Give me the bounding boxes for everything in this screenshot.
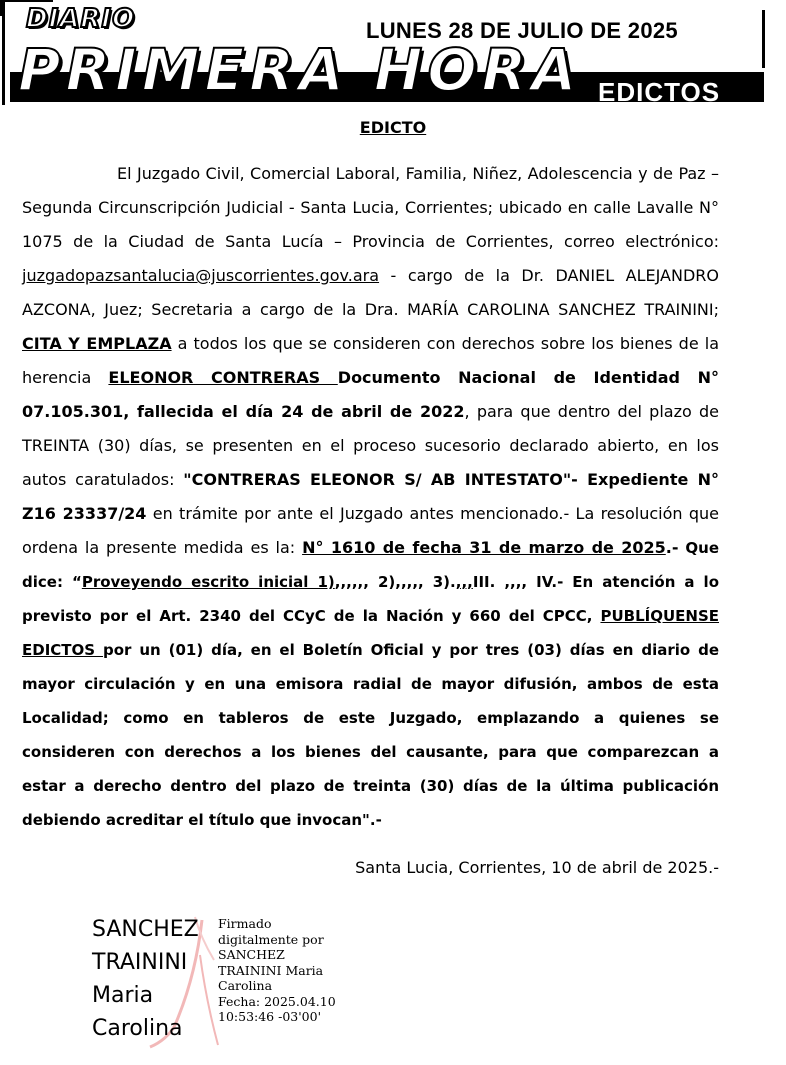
quote-items: ,,,,,, 2),,,,, 3).: [334, 573, 456, 591]
edict-text-term: , para que dentro del plazo de TREINTA (30) días, se presenten en el proceso sucesorio declarado abierto, en los autos caratulados:: [22, 402, 719, 489]
edict-body: [22, 157, 719, 837]
masthead-right-rule: [762, 10, 765, 68]
edict-text-resolution: en trámite por ante el Juzgado antes mencionado.- La resolución que ordena la presente medida es la:: [22, 504, 719, 557]
logo-diario: DIARIO: [26, 4, 136, 34]
signature-details: [218, 916, 358, 1025]
quote-intro: Que dice: “: [22, 539, 719, 591]
signer-name-line: Maria: [92, 983, 154, 1008]
deceased-name: ELEONOR CONTRERAS: [108, 368, 338, 387]
resolution-quote: [22, 539, 719, 829]
masthead-left-rule: [2, 0, 5, 105]
signer-name-line: TRAININI: [92, 950, 188, 975]
logo-primera-hora: PRIMERA HORA: [18, 36, 582, 104]
issue-date: LUNES 28 DE JULIO DE 2025: [366, 18, 678, 43]
edict-title: EDICTO: [359, 118, 427, 137]
quote-items-underlined: ,,,: [455, 573, 473, 591]
newspaper-masthead: [0, 0, 786, 105]
edict-text-court: El Juzgado Civil, Comercial Laboral, Familia, Niñez, Adolescencia y de Paz – Segunda Circunscripción Judicial - Santa Lucia, Corrientes; ubicado en calle Lavalle N° 1075 de la Ciudad de Santa Lucía – Provincia de Corrientes, correo electrónico:: [22, 164, 719, 251]
signature-detail-line: Carolina: [218, 978, 273, 993]
signer-name-line: SANCHEZ: [92, 917, 199, 942]
quote-proveyendo: Proveyendo escrito inicial 1): [81, 573, 335, 591]
publiquense-edictos: PUBLÍQUENSE EDICTOS: [22, 607, 719, 659]
deceased-id-death: Documento Nacional de Identidad N° 07.105.301, fallecida el día 24 de abril de 2022: [22, 368, 720, 421]
place-date-closing: Santa Lucia, Corrientes, 10 de abril de 2025.-: [355, 858, 719, 877]
signature-detail-line: SANCHEZ: [218, 947, 285, 962]
section-label: EDICTOS: [598, 82, 721, 102]
court-email-link[interactable]: juzgadopazsantalucia@juscorrientes.gov.ara: [22, 266, 380, 285]
cita-emplaza: CITA Y EMPLAZA: [22, 334, 172, 353]
signer-name: [92, 913, 199, 1045]
edict-text-heirs: a todos los que se consideren con derechos sobre los bienes de la herencia: [22, 334, 719, 387]
resolution-number: N° 1610 de fecha 31 de marzo de 2025: [302, 538, 666, 557]
resolution-suffix: .-: [665, 538, 679, 557]
signer-name-line: Carolina: [92, 1016, 183, 1041]
signature-detail-line: TRAININI Maria: [218, 962, 324, 978]
case-title: "CONTRERAS ELEONOR S/ AB INTESTATO"- Expediente N° Z16 23337/24: [22, 470, 719, 523]
signature-detail-line: Firmado: [218, 916, 272, 931]
quote-text-end: por un (01) día, en el Boletín Oficial y por tres (03) días en diario de mayor circulación y en una emisora radial de mayor difusión, ambos de esta Localidad; como en tableros de este Juzgado, emplazando a quienes se consideren con derechos a los bienes del causante, para que comparezcan a estar a derecho dentro del plazo de treinta (30) días de la última publicación debiendo acreditar el título que invocan".-: [22, 641, 719, 829]
signature-detail-line: digitalmente por: [218, 931, 324, 947]
signature-time-line: 10:53:46 -03'00': [218, 1009, 322, 1024]
quote-text: III. ,,,, IV.- En atención a lo previsto por el Art. 2340 del CCyC de la Nación y 660 del CPCC,: [22, 573, 720, 625]
signature-date-line: Fecha: 2025.04.10: [218, 993, 336, 1009]
edict-text-judge: - cargo de la Dr. DANIEL ALEJANDRO AZCONA, Juez; Secretaria a cargo de la Dra. MARÍA CAROLINA SANCHEZ TRAININI;: [22, 266, 719, 319]
